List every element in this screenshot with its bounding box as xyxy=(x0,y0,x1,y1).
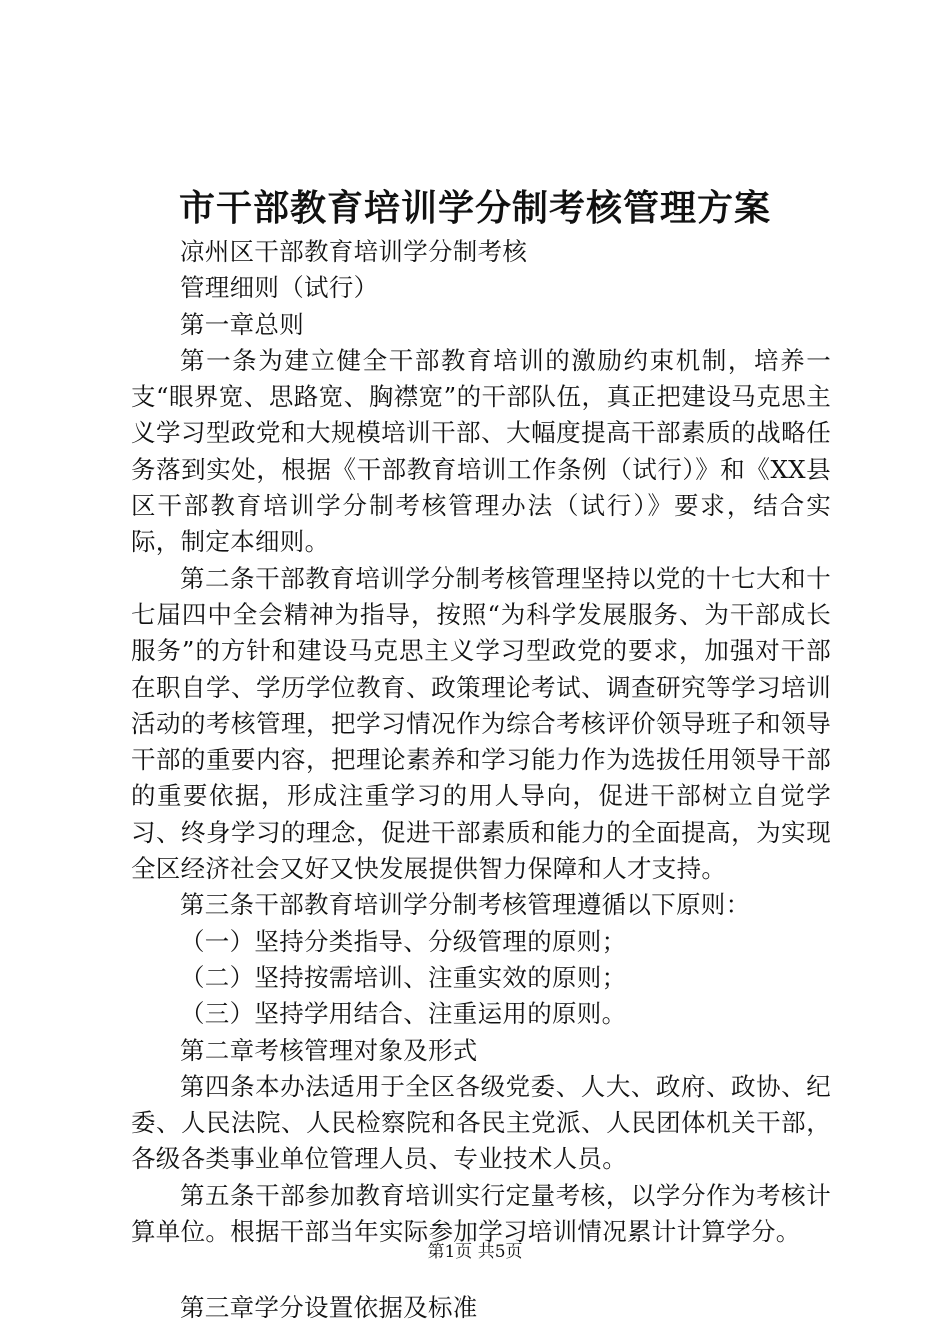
principle-3: （三）坚持学用结合、注重运用的原则。 xyxy=(180,999,627,1029)
article-5: 第五条干部参加教育培训实行定量考核，以学分作为考核计算单位。根据干部当年实际参加学习培训情况累计计算学分。 xyxy=(131,1180,831,1247)
page-number-footer: 第1页 共5页 xyxy=(427,1242,523,1262)
article-4: 第四条本办法适用于全区各级党委、人大、政府、政协、纪委、人民法院、人民检察院和各民主党派、人民团体机关干部，各级各类事业单位管理人员、专业技术人员。 xyxy=(131,1071,831,1174)
chapter-2-heading: 第二章考核管理对象及形式 xyxy=(180,1035,478,1065)
paragraph-heading-line-2: 管理细则（试行） xyxy=(180,273,379,303)
article-2: 第二条干部教育培训学分制考核管理坚持以党的十七大和十七届四中全会精神为指导，按照“为科学发展服务、为干部成长服务”的方针和建设马克思主义学习型政党的要求，加强对干部在职自学、学历学位教育、政策理论考试、调查研究等学习培训活动的考核管理，把学习情况作为综合考核评价领导班子和领导干部的重要内容，把理论素养和学习能力作为选拔任用领导干部的重要依据，形成注重学习的用人导向，促进干部树立自觉学习、终身学习的理念，促进干部素质和能力的全面提高，为实现全区经济社会又好又快发展提供智力保障和人才支持。 xyxy=(131,563,831,884)
principle-1: （一）坚持分类指导、分级管理的原则； xyxy=(180,926,627,956)
article-3: 第三条干部教育培训学分制考核管理遵循以下原则： xyxy=(180,890,751,920)
principle-2: （二）坚持按需培训、注重实效的原则； xyxy=(180,962,627,992)
article-1: 第一条为建立健全干部教育培训的激励约束机制，培养一支“眼界宽、思路宽、胸襟宽”的干部队伍，真正把建设马克思主义学习型政党和大规模培训干部、大幅度提高干部素质的战略任务落到实处，根据《干部教育培训工作条例（试行）》和《XX县区干部教育培训学分制考核管理办法（试行）》要求，结合实际，制定本细则。 xyxy=(131,345,831,557)
document-title: 市干部教育培训学分制考核管理方案 xyxy=(178,187,771,229)
document-body xyxy=(131,234,831,1327)
chapter-1-heading: 第一章总则 xyxy=(180,309,304,339)
chapter-3-heading: 第三章学分设置依据及标准 xyxy=(180,1293,478,1323)
paragraph-heading-line-1: 凉州区干部教育培训学分制考核 xyxy=(180,237,528,266)
